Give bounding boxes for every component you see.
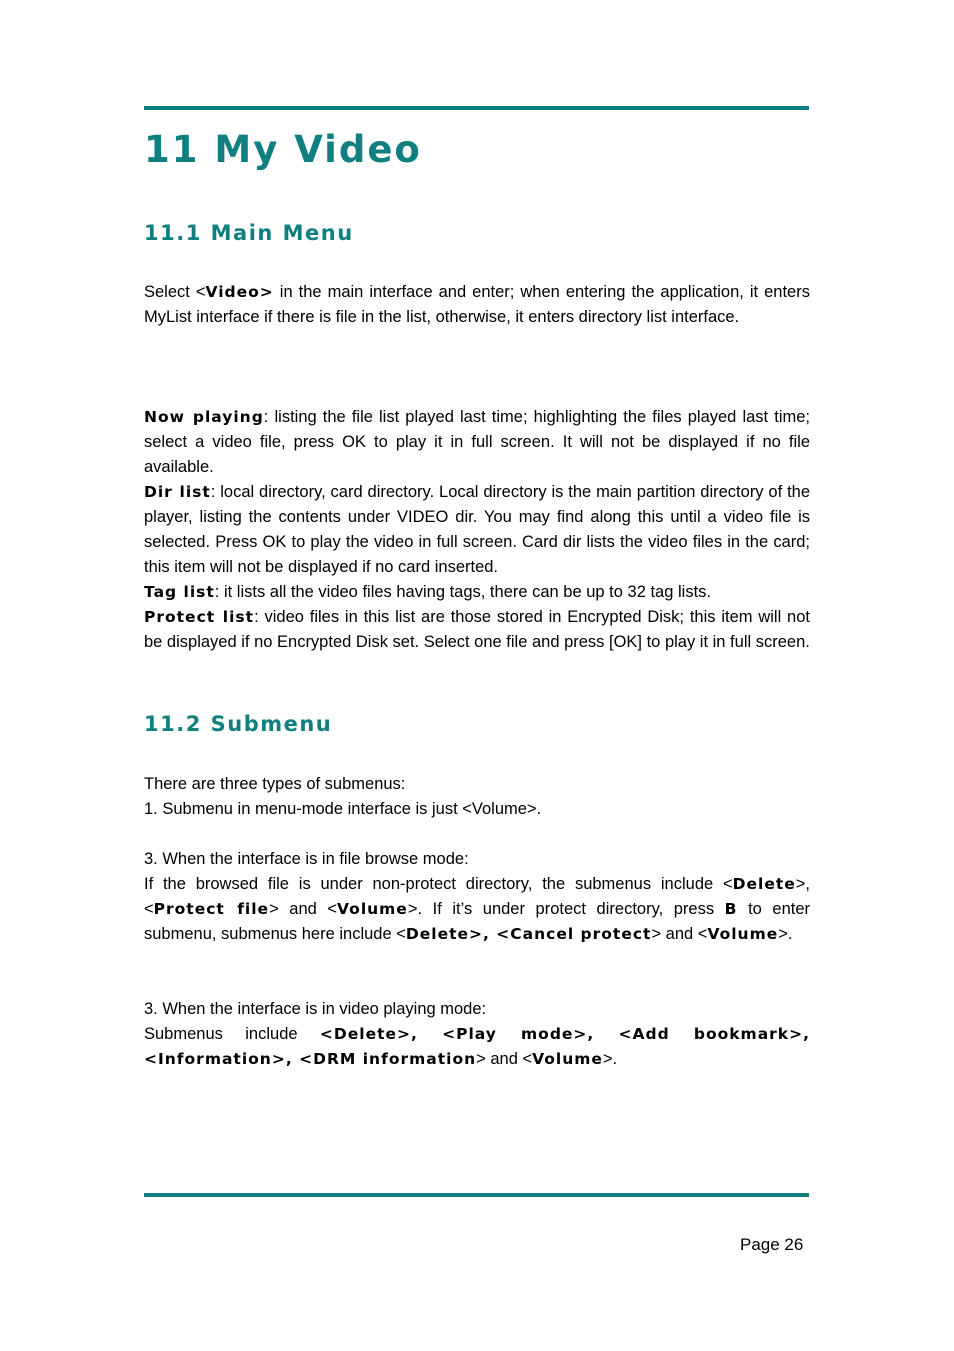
key-b: B [724,900,738,918]
tag-submenu-list: <Delete>, <Play mode>, <Add bookmark>, <Information>, <DRM information [144,1025,810,1068]
tag-volume: Volume [337,900,408,918]
text-run: >. [602,1050,618,1068]
intro-text: Select < [144,283,206,301]
chapter-title: 11 My Video [144,128,422,171]
tag-volume: Volume [707,925,779,943]
submenu-intro-text: There are three types of submenus: [144,775,406,793]
tag-delete: Delete [732,875,796,893]
main-menu-items [144,405,810,655]
term-label: Now playing [144,408,264,426]
intro-text-rest: in the main interface and enter; when entering the application, it enters MyList interface if there is file in the list, otherwise, it enters directory list interface. [144,283,810,326]
term-label: Tag list [144,583,215,601]
text-run: If the browsed file is under non-protect directory, the submenus include < [144,875,733,893]
intro-video-tag: Video> [205,283,274,301]
submenu-item-1: 1. Submenu in menu-mode interface is just <Volume>. [144,800,542,818]
text-run: >, < [144,875,810,918]
tag-protect-file: Protect file [153,900,270,918]
text-run: Submenus include [144,1025,320,1043]
page-number: Page 26 [740,1235,804,1254]
item-tag-list [144,583,711,601]
tag-delete-cancel-protect: Delete>, <Cancel protect [405,925,652,943]
tag-volume: Volume [532,1050,603,1068]
term-label: Dir list [144,483,211,501]
text-run: > and < [651,925,708,943]
term-description: : local directory, card directory. Local directory is the main partition directory of the player, listing the contents under VIDEO dir. You may find along this until a video file is selected. Press OK to play the video in full screen. Card dir lists the video files in the card; this item will not be displayed if no card inserted. [144,483,811,576]
term-label: Protect list [144,608,255,626]
text-run: >. [778,925,793,943]
video-playing-heading: 3. When the interface is in video playing mode: [144,1000,487,1018]
section-heading-main-menu: 11.1 Main Menu [144,221,354,245]
submenu-file-browse [144,847,810,947]
term-description: : listing the file list played last time; highlighting the files played last time; select a video file, press OK to play it in full screen. It will not be displayed if no file available. [144,408,810,476]
text-run: to enter submenu, submenus here include < [144,900,810,943]
item-now-playing [144,408,810,476]
file-browse-heading: 3. When the interface is in file browse mode: [144,850,469,868]
submenu-video-playing [144,997,810,1072]
text-run: > and < [476,1050,533,1068]
text-run: > and < [269,900,338,918]
term-description: : it lists all the video files having tags, there can be up to 32 tag lists. [214,583,711,601]
section-heading-submenu: 11.2 Submenu [144,712,333,736]
submenu-intro [144,772,810,822]
term-description: : video files in this list are those stored in Encrypted Disk; this item will not be displayed if no Encrypted Disk set. Select one file and press [OK] to play it in full screen. [144,608,810,651]
item-dir-list [144,483,810,576]
text-run: >. If it’s under protect directory, press [407,900,725,918]
header-rule [144,106,809,110]
footer-rule [144,1193,809,1197]
item-protect-list [144,608,810,651]
main-menu-intro [144,280,810,330]
